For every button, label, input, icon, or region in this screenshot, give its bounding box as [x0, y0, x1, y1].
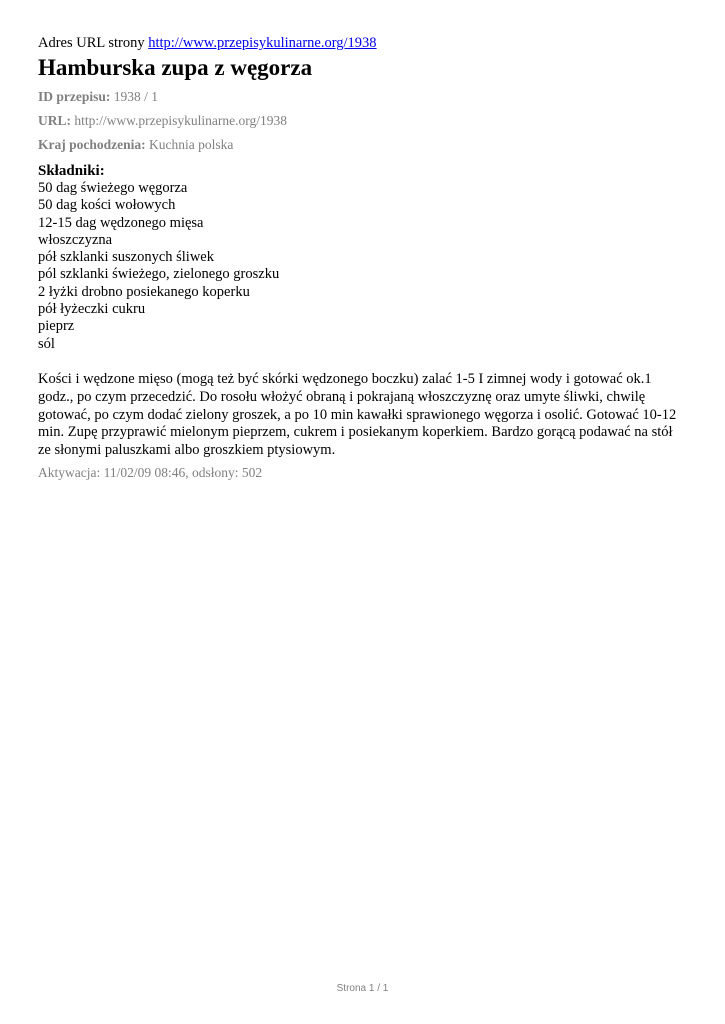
- source-url-link[interactable]: http://www.przepisykulinarne.org/1938: [148, 35, 377, 51]
- recipe-origin-label: Kraj pochodzenia:: [38, 137, 146, 152]
- source-url-prefix: Adres URL strony: [38, 35, 145, 51]
- ingredient-item: pól szklanki świeżego, zielonego groszku: [38, 266, 280, 283]
- document-page: [38, 34, 688, 481]
- recipe-id-value: 1938 / 1: [113, 89, 159, 104]
- recipe-url-label: URL:: [38, 113, 71, 128]
- ingredient-item: 50 dag świeżego węgorza: [38, 180, 188, 196]
- recipe-id-row: [38, 88, 688, 105]
- recipe-url-row: [38, 112, 688, 129]
- ingredient-item: 2 łyżki drobno posiekanego koperku: [38, 283, 250, 300]
- recipe-origin-row: [38, 136, 688, 153]
- recipe-url-value: http://www.przepisykulinarne.org/1938: [74, 113, 287, 128]
- recipe-id-label: ID przepisu:: [38, 89, 111, 104]
- recipe-origin-value: Kuchnia polska: [149, 137, 234, 152]
- page-number-footer: Strona 1 / 1: [336, 983, 389, 994]
- ingredient-item: włoszczyzna: [38, 231, 113, 248]
- ingredient-item: pieprz: [38, 318, 75, 335]
- source-url-line: [38, 34, 688, 52]
- recipe-instructions: Kości i wędzone mięso (mogą też być skórki wędzonego boczku) zalać 1-5 I zimnej wody i gotować ok.1 godz., po czym przecedzić. Do rosołu włożyć obraną i pokrajaną włoszczyznę oraz umyte śliwki, chwilę gotować, po czym dodać zielony groszek, a po 10 min kawałki sprawionego węgorza i osolić. Gotować 10-12 min. Zupę przyprawić mielonym pieprzem, cukrem i posiekanym koperkiem. Bardzo gorącą podawać na stół ze słonymi paluszkami albo groszkiem ptysiowym.: [38, 370, 677, 459]
- ingredient-item: sól: [38, 335, 55, 352]
- ingredients-list: [38, 180, 688, 353]
- activation-info: Aktywacja: 11/02/09 08:46, odsłony: 502: [38, 464, 263, 480]
- ingredients-heading: Składniki:: [38, 163, 105, 179]
- ingredient-item: pół łyżeczki cukru: [38, 301, 146, 318]
- recipe-title: Hamburska zupa z węgorza: [38, 55, 313, 80]
- ingredient-item: 12-15 dag wędzonego mięsa: [38, 214, 204, 231]
- ingredient-item: 50 dag kości wołowych: [38, 197, 176, 214]
- ingredient-item: pół szklanki suszonych śliwek: [38, 249, 214, 266]
